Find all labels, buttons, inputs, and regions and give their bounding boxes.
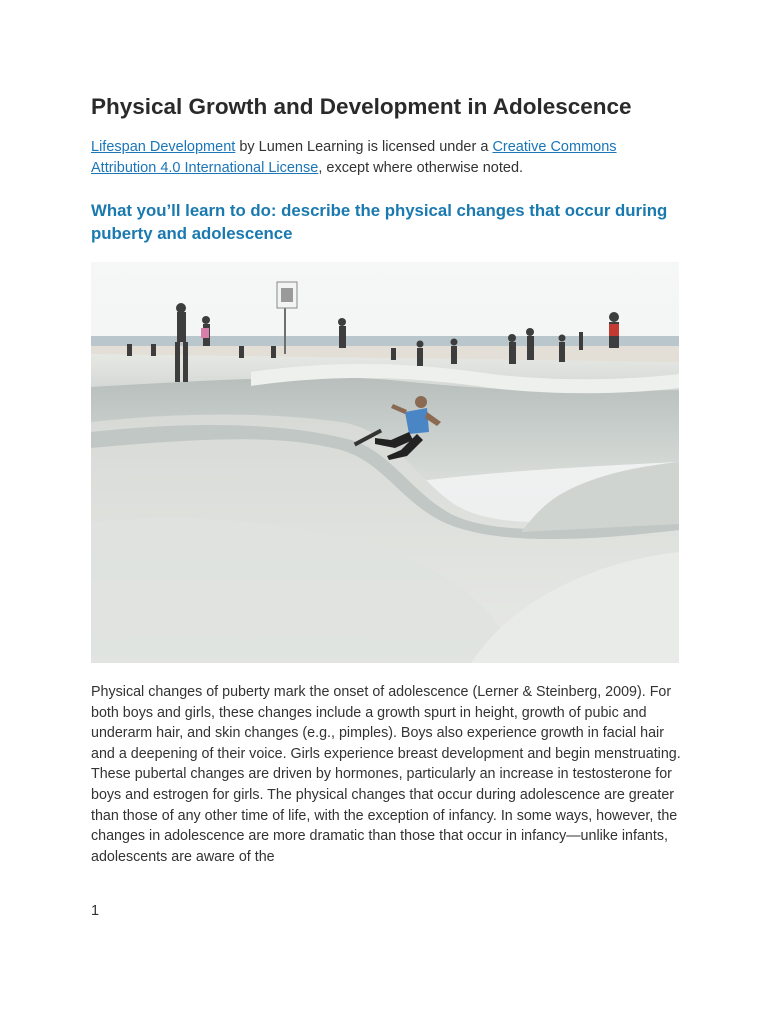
lifespan-development-link[interactable]: Lifespan Development: [91, 139, 236, 155]
skatepark-photo: [91, 262, 679, 663]
license-notice: [91, 137, 681, 179]
creative-commons-link[interactable]: Creative Commons Attribution 4.0 International License: [91, 139, 617, 176]
body-paragraph: Physical changes of puberty mark the onset of adolescence (Lerner & Steinberg, 2009). For both boys and girls, these changes include a growth spurt in height, growth of pubic and underarm hair, and skin changes (e.g., pimples). Boys also experience growth in facial hair and a deepening of their voice. Girls experience breast development and begin menstruating. These pubertal changes are driven by hormones, particularly an increase in testosterone for boys and estrogen for girls. The physical changes that occur during adolescence are greater than those of any other time of life, with the exception of infancy. In some ways, however, the changes in adolescence are more dramatic than those that occur in infancy—unlike infants, adolescents are aware of the: [91, 684, 681, 865]
license-text-end: , except where otherwise noted.: [318, 160, 524, 176]
license-text: by Lumen Learning is licensed under a: [235, 139, 493, 155]
learning-objective-heading: What you’ll learn to do: describe the physical changes that occur during puberty and adolescence: [91, 201, 668, 243]
page-title: Physical Growth and Development in Adolescence: [91, 94, 632, 119]
page-number: 1: [91, 903, 100, 919]
